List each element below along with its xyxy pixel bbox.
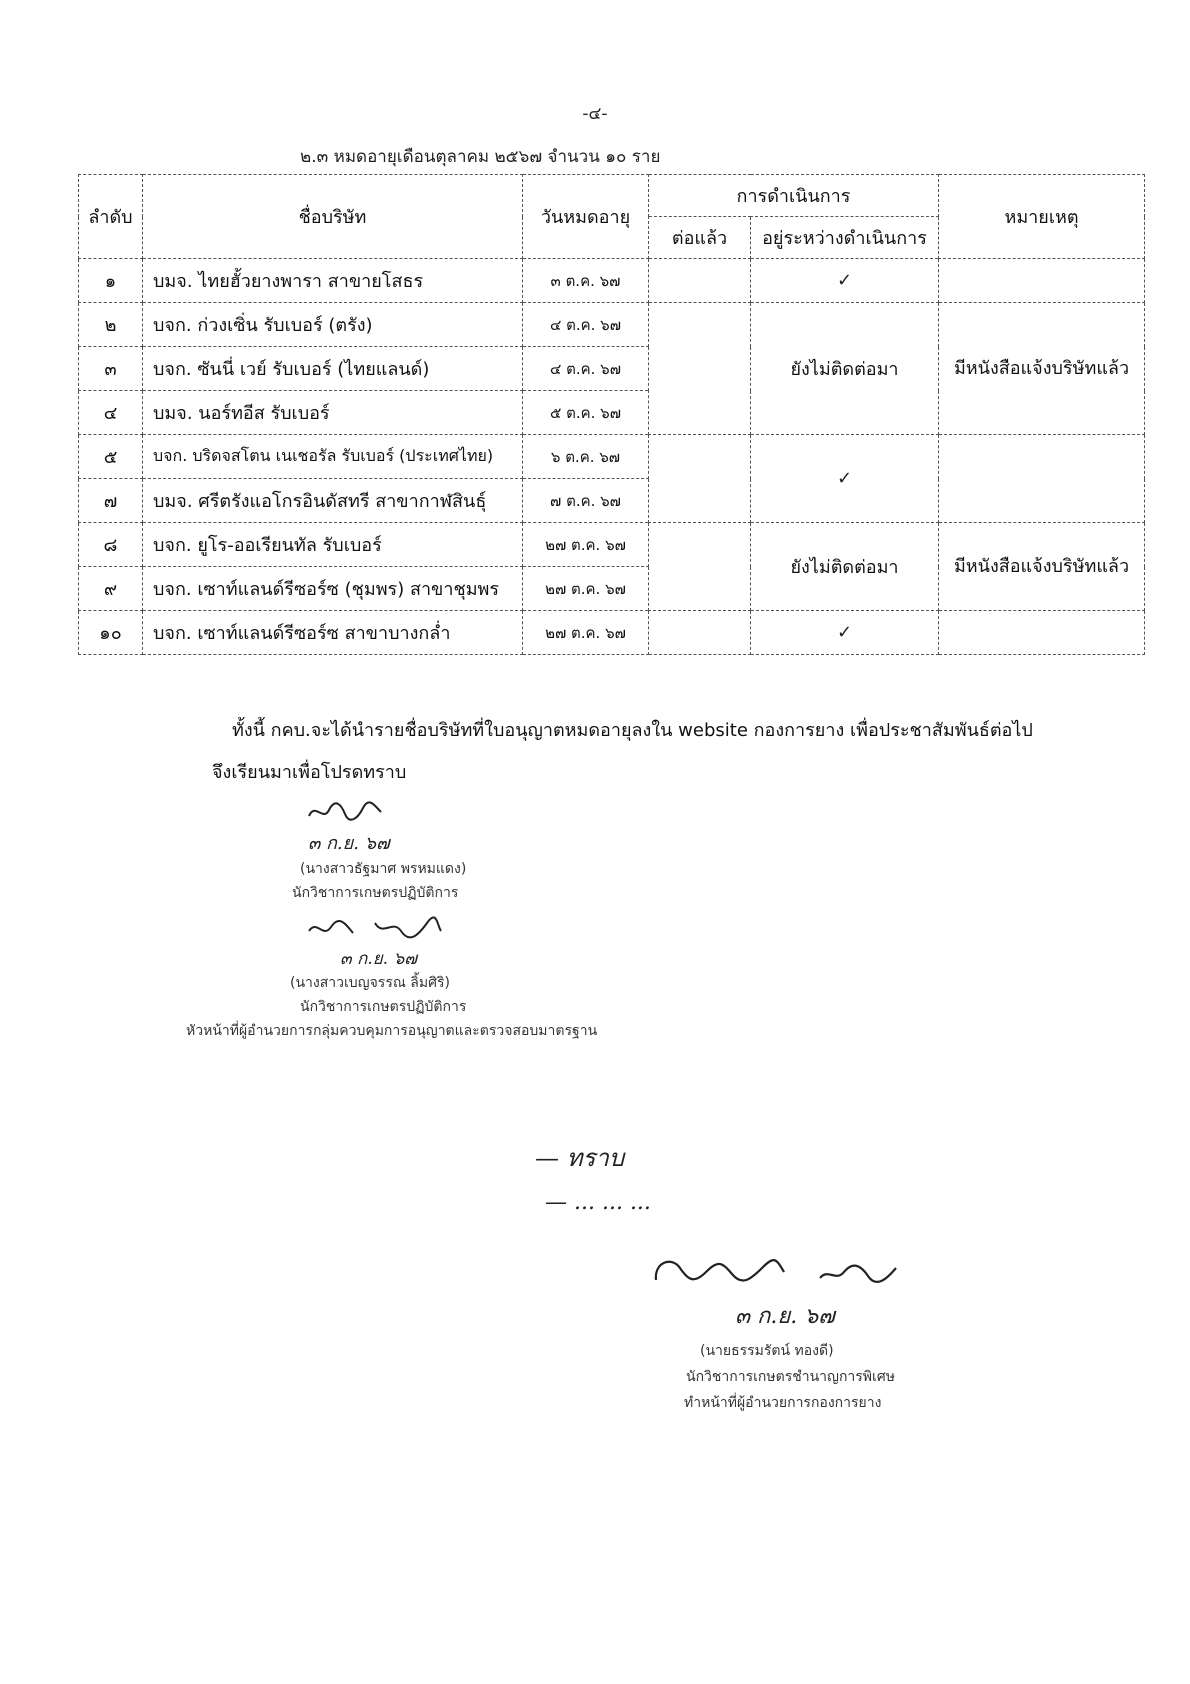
row-renewed xyxy=(649,435,751,523)
header-company: ชื่อบริษัท xyxy=(143,175,523,259)
header-remark: หมายเหตุ xyxy=(939,175,1145,259)
row-date: ๒๗ ต.ค. ๖๗ xyxy=(523,567,649,611)
remark-notified: มีหนังสือแจ้งบริษัทแล้ว xyxy=(939,523,1145,611)
row-remark xyxy=(939,259,1145,303)
row-renewed xyxy=(649,259,751,303)
signature-3-name: (นายธรรมรัตน์ ทองดี) xyxy=(700,1343,834,1359)
header-renewed: ต่อแล้ว xyxy=(649,217,751,259)
row-date: ๓ ต.ค. ๖๗ xyxy=(523,259,649,303)
handwritten-signature-icon xyxy=(305,798,385,826)
row-number: ๙ xyxy=(79,567,143,611)
signature-2 xyxy=(305,915,445,943)
row-number: ๔ xyxy=(79,391,143,435)
signature-2-position2: หัวหน้าที่ผู้อำนวยการกลุ่มควบคุมการอนุญาตและตรวจสอบมาตรฐาน xyxy=(186,1023,598,1039)
signature-1 xyxy=(305,798,385,826)
table-header-row xyxy=(79,175,1145,217)
row-number: ๑๐ xyxy=(79,611,143,655)
row-date: ๒๗ ต.ค. ๖๗ xyxy=(523,523,649,567)
row-company: บจก. บริดจสโตน เนเชอรัล รับเบอร์ (ประเทศไทย) xyxy=(143,435,523,479)
row-date: ๒๗ ต.ค. ๖๗ xyxy=(523,611,649,655)
signature-2-position: นักวิชาการเกษตรปฏิบัติการ xyxy=(300,999,467,1015)
check-mark: ✓ xyxy=(751,259,939,303)
row-company: บมจ. ไทยฮั้วยางพารา สาขายโสธร xyxy=(143,259,523,303)
row-company: บจก. ยูโร-ออเรียนทัล รับเบอร์ xyxy=(143,523,523,567)
header-order: ลำดับ xyxy=(79,175,143,259)
table-caption: ๒.๓ หมดอายุเดือนตุลาคม ๒๕๖๗ จำนวน ๑๐ ราย xyxy=(300,147,661,167)
row-company: บจก. ซันนี่ เวย์ รับเบอร์ (ไทยแลนด์) xyxy=(143,347,523,391)
table-row xyxy=(79,611,1145,655)
signature-2-date: ๓ ก.ย. ๖๗ xyxy=(340,949,418,969)
row-company: บจก. เซาท์แลนด์รีซอร์ซ สาขาบางกล่ำ xyxy=(143,611,523,655)
signature-3-position2: ทำหน้าที่ผู้อำนวยการกองการยาง xyxy=(684,1395,882,1411)
signature-1-date: ๓ ก.ย. ๖๗ xyxy=(308,833,390,854)
header-action: การดำเนินการ xyxy=(649,175,939,217)
row-renewed xyxy=(649,303,751,435)
row-number: ๒ xyxy=(79,303,143,347)
header-expiry: วันหมดอายุ xyxy=(523,175,649,259)
signature-1-position: นักวิชาการเกษตรปฏิบัติการ xyxy=(292,885,459,901)
check-mark: ✓ xyxy=(751,435,939,523)
closing-text: จึงเรียนมาเพื่อโปรดทราบ xyxy=(212,762,407,783)
row-date: ๖ ต.ค. ๖๗ xyxy=(523,435,649,479)
row-remark xyxy=(939,435,1145,523)
row-date: ๔ ต.ค. ๖๗ xyxy=(523,303,649,347)
table-row xyxy=(79,259,1145,303)
table-row xyxy=(79,303,1145,347)
status-not-contacted: ยังไม่ติดต่อมา xyxy=(751,303,939,435)
row-date: ๔ ต.ค. ๖๗ xyxy=(523,347,649,391)
header-in-progress: อยู่ระหว่างดำเนินการ xyxy=(751,217,939,259)
signature-1-name: (นางสาวธัฐมาศ พรหมแดง) xyxy=(300,861,467,877)
handwritten-signature-icon xyxy=(650,1250,910,1294)
row-date: ๗ ต.ค. ๖๗ xyxy=(523,479,649,523)
row-number: ๓ xyxy=(79,347,143,391)
row-number: ๘ xyxy=(79,523,143,567)
signature-3-position: นักวิชาการเกษตรชำนาญการพิเศษ xyxy=(686,1369,895,1385)
status-not-contacted: ยังไม่ติดต่อมา xyxy=(751,523,939,611)
table-row xyxy=(79,523,1145,567)
expiry-table xyxy=(78,174,1145,655)
row-company: บจก. ก่วงเซิ่น รับเบอร์ (ตรัง) xyxy=(143,303,523,347)
row-renewed xyxy=(649,611,751,655)
signature-3-date: ๓ ก.ย. ๖๗ xyxy=(735,1304,835,1329)
signature-2-name: (นางสาวเบญจรรณ ลิ้มศิริ) xyxy=(290,975,450,991)
row-company: บมจ. ศรีตรังแอโกรอินดัสทรี สาขากาฬสินธุ์ xyxy=(143,479,523,523)
handwritten-signature-icon xyxy=(305,915,445,943)
check-mark: ✓ xyxy=(751,611,939,655)
note-text: ทั้งนี้ กคบ.จะได้นำรายชื่อบริษัทที่ใบอนุญาตหมดอายุลงใน website กองการยาง เพื่อประชาสัมพันธ์ต่อไป xyxy=(232,720,1033,741)
handwritten-note-2: — ... ... ... xyxy=(545,1190,651,1215)
row-number: ๕ xyxy=(79,435,143,479)
handwritten-note-1: — ทราบ xyxy=(535,1144,625,1172)
row-number: ๑ xyxy=(79,259,143,303)
row-number: ๗ xyxy=(79,479,143,523)
signature-3 xyxy=(650,1250,910,1294)
row-company: บจก. เซาท์แลนด์รีซอร์ซ (ชุมพร) สาขาชุมพร xyxy=(143,567,523,611)
remark-notified: มีหนังสือแจ้งบริษัทแล้ว xyxy=(939,303,1145,435)
page-number: -๔- xyxy=(582,104,608,124)
row-date: ๕ ต.ค. ๖๗ xyxy=(523,391,649,435)
row-remark xyxy=(939,611,1145,655)
row-renewed xyxy=(649,523,751,611)
table-row xyxy=(79,435,1145,479)
row-company: บมจ. นอร์ทอีส รับเบอร์ xyxy=(143,391,523,435)
